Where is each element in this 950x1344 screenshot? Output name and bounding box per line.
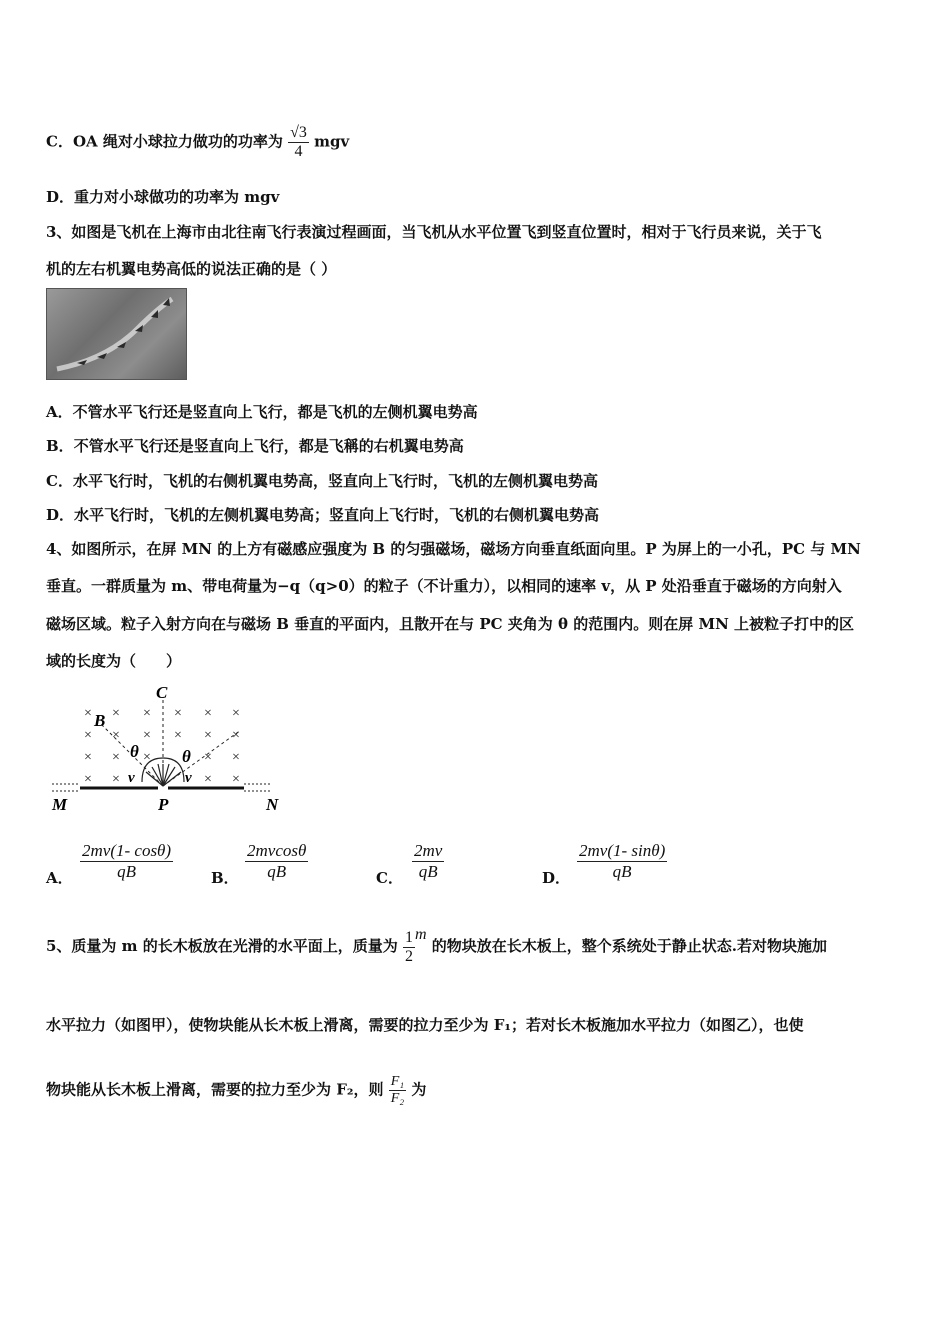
option-text: OA 绳对小球拉力做功的功率为 — [72, 132, 283, 151]
label-b: B — [94, 711, 106, 730]
option-text: 重力对小球做功的功率为 mgv — [74, 188, 280, 206]
q4-stem-line3: 磁场区域。粒子入射方向在与磁场 B 垂直的平面内，且散开在与 PC 夹角为 θ 的范围内。则在屏 MN 上被粒子打中的区 — [46, 615, 854, 633]
q4-stem-line1: 4、如图所示，在屏 MN 的上方有磁感应强度为 B 的匀强磁场，磁场方向垂直纸面向里。P 为屏上的一小孔，PC 与 MN — [46, 540, 861, 558]
fraction-f1-f2: $\frac{\text{F₁}}{\text{F₂}}$ — [390, 1074, 405, 1106]
svg-text:×: × — [232, 772, 240, 787]
svg-text:×: × — [143, 728, 151, 743]
q3-stem-line2: 机的左右机翼电势高低的说法正确的是（ ） — [46, 260, 337, 278]
svg-text:×: × — [143, 706, 151, 721]
label-theta-right: θ — [182, 747, 191, 766]
svg-text:×: × — [112, 728, 120, 743]
svg-text:×: × — [232, 728, 240, 743]
q4-option-b-label: B． — [211, 869, 239, 887]
svg-text:×: × — [84, 728, 92, 743]
q4-stem-line2: 垂直。一群质量为 m、带电荷量为−q（q>0）的粒子（不计重力），以相同的速率 v，从 P 处沿垂直于磁场的方向射入 — [46, 577, 842, 595]
svg-text:×: × — [84, 750, 92, 765]
option-label: B． — [46, 437, 74, 455]
svg-text:×: × — [204, 706, 212, 721]
q3-option-b — [46, 435, 464, 456]
label-m: M — [52, 795, 68, 814]
label-v-right: v — [185, 770, 192, 786]
option-label: A． — [46, 403, 73, 421]
svg-text:×: × — [174, 706, 182, 721]
label-p: P — [158, 795, 169, 814]
option-text: 不管水平飞行还是竖直向上飞行，都是飞稱的右机翼电势高 — [73, 437, 464, 455]
q3-stem-line1: 3、如图是飞机在上海市由北往南飞行表演过程画面，当飞机从水平位置飞到竖直位置时，相对于飞行员来说，关于飞 — [46, 223, 822, 241]
option-label: C． — [46, 472, 73, 490]
q4-stem-line4: 域的长度为（ ） — [46, 652, 182, 670]
q3-option-c — [46, 470, 598, 491]
field-crosses — [84, 706, 240, 787]
q3-option-a — [46, 401, 478, 422]
q4-option-b-formula: $\frac{2mvcos\theta}{qB}$ — [247, 841, 307, 881]
svg-text:×: × — [204, 772, 212, 787]
fraction-numerator: √3 — [290, 124, 307, 141]
q2-option-d — [46, 186, 279, 207]
q4-option-c-label: C． — [376, 869, 403, 887]
option-label: D． — [46, 506, 75, 524]
q3-option-d — [46, 504, 599, 525]
q4-option-a-formula: $\frac{2mv(1- \cos\theta)}{qB}$ — [82, 841, 172, 881]
option-label: C． — [46, 132, 73, 151]
q2-option-c — [46, 124, 349, 161]
q5-stem-line1: 5、质量为 m 的长木板放在光滑的水平面上，质量为 $\frac{1}{2}$ m 的物块放在长木板上，整个系统处于静止状态.若对物块施加 — [46, 926, 828, 965]
label-v-left: v — [128, 770, 135, 786]
svg-text:×: × — [204, 750, 212, 765]
q4-option-d-label: D． — [542, 869, 571, 887]
option-text: 水平飞行时，飞机的左侧机翼电势高；竖直向上飞行时，飞机的右侧机翼电势高 — [74, 506, 600, 524]
q4-option-a-label: A． — [46, 869, 73, 887]
option-text: 不管水平飞行还是竖直向上飞行，都是飞机的左侧机翼电势高 — [72, 403, 478, 421]
svg-text:×: × — [84, 706, 92, 721]
q4-option-c-formula: $\frac{2mv}{qB}$ — [414, 841, 443, 881]
svg-text:×: × — [112, 772, 120, 787]
q4-option-d-formula: $\frac{2mv(1- \sin\theta)}{qB}$ — [579, 841, 666, 881]
fraction-denominator: 4 — [294, 143, 303, 160]
option-text: 水平飞行时，飞机的右侧机翼电势高，竖直向上飞行时，飞机的左侧机翼电势高 — [72, 472, 598, 490]
svg-text:×: × — [84, 772, 92, 787]
label-theta-left: θ — [130, 742, 139, 761]
svg-text:×: × — [232, 750, 240, 765]
fraction — [288, 124, 309, 161]
svg-text:×: × — [232, 706, 240, 721]
svg-text:×: × — [112, 706, 120, 721]
svg-text:×: × — [143, 750, 151, 765]
label-c: C — [156, 683, 168, 702]
label-n: N — [266, 795, 279, 814]
option-text-tail: mgv — [314, 132, 350, 151]
option-label: D． — [46, 188, 75, 206]
svg-text:×: × — [204, 728, 212, 743]
svg-text:×: × — [174, 728, 182, 743]
airshow-photo — [46, 288, 187, 380]
magnetic-field-diagram — [46, 682, 296, 821]
q5-stem-line3: 物块能从长木板上滑离，需要的拉力至少为 F₂，则 $\frac{\text{F₁}}{\text{F₂}}$ 为 — [46, 1074, 427, 1106]
fraction-half: $\frac{1}{2}$ — [405, 928, 413, 965]
svg-text:×: × — [112, 750, 120, 765]
q5-stem-line2: 水平拉力（如图甲），使物块能从长木板上滑离，需要的拉力至少为 F₁；若对长木板施加水平拉力（如图乙），也使 — [46, 1016, 804, 1034]
